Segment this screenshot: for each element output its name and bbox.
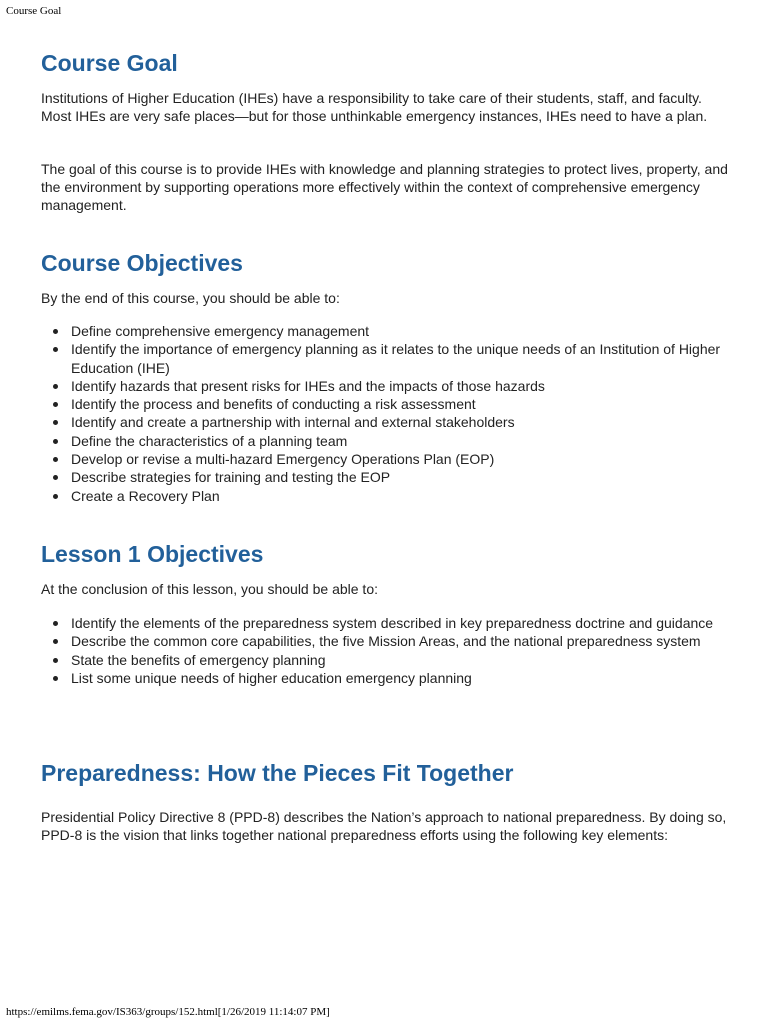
print-header: Course Goal bbox=[6, 5, 62, 17]
list-item: List some unique needs of higher education emergency planning bbox=[71, 669, 731, 687]
course-goal-paragraph-1: Institutions of Higher Education (IHEs) have a responsibility to take care of their students, staff, and faculty. Most IHEs are very safe places—but for those unthinkable emergency instances, IHEs need to have a plan. bbox=[41, 90, 708, 124]
preparedness-paragraph: Presidential Policy Directive 8 (PPD-8) describes the Nation’s approach to national preparedness. By doing so, PPD-8 is the vision that links together national preparedness efforts using the following key elements: bbox=[41, 809, 727, 843]
lesson1-objectives-intro: At the conclusion of this lesson, you should be able to: bbox=[41, 581, 378, 597]
course-objectives-heading: Course Objectives bbox=[41, 250, 243, 276]
list-item: State the benefits of emergency planning bbox=[71, 651, 731, 669]
course-objectives-list bbox=[41, 322, 731, 505]
course-objectives-intro: By the end of this course, you should be able to: bbox=[41, 290, 340, 306]
list-item: Develop or revise a multi-hazard Emergency Operations Plan (EOP) bbox=[71, 450, 731, 468]
list-item: Describe strategies for training and testing the EOP bbox=[71, 468, 731, 486]
list-item: Identify the process and benefits of conducting a risk assessment bbox=[71, 395, 731, 413]
list-item: Define the characteristics of a planning team bbox=[71, 432, 731, 450]
list-item: Define comprehensive emergency management bbox=[71, 322, 731, 340]
lesson1-objectives-list bbox=[41, 614, 731, 687]
list-item: Identify the elements of the preparedness system described in key preparedness doctrine and guidance bbox=[71, 614, 731, 632]
list-item: Identify and create a partnership with internal and external stakeholders bbox=[71, 413, 731, 431]
list-item: Identify the importance of emergency planning as it relates to the unique needs of an Institution of Higher Education (IHE) bbox=[71, 340, 731, 377]
lesson1-objectives-heading: Lesson 1 Objectives bbox=[41, 541, 264, 567]
preparedness-heading: Preparedness: How the Pieces Fit Together bbox=[41, 760, 514, 786]
list-item: Identify hazards that present risks for IHEs and the impacts of those hazards bbox=[71, 377, 731, 395]
list-item: Describe the common core capabilities, the five Mission Areas, and the national preparedness system bbox=[71, 632, 731, 650]
print-footer: https://emilms.fema.gov/IS363/groups/152.html[1/26/2019 11:14:07 PM] bbox=[6, 1006, 330, 1018]
list-item: Create a Recovery Plan bbox=[71, 487, 731, 505]
course-goal-heading: Course Goal bbox=[41, 50, 178, 76]
course-goal-paragraph-2: The goal of this course is to provide IHEs with knowledge and planning strategies to protect lives, property, and the environment by supporting operations more effectively within the context of comprehensive emergency management. bbox=[41, 161, 728, 213]
